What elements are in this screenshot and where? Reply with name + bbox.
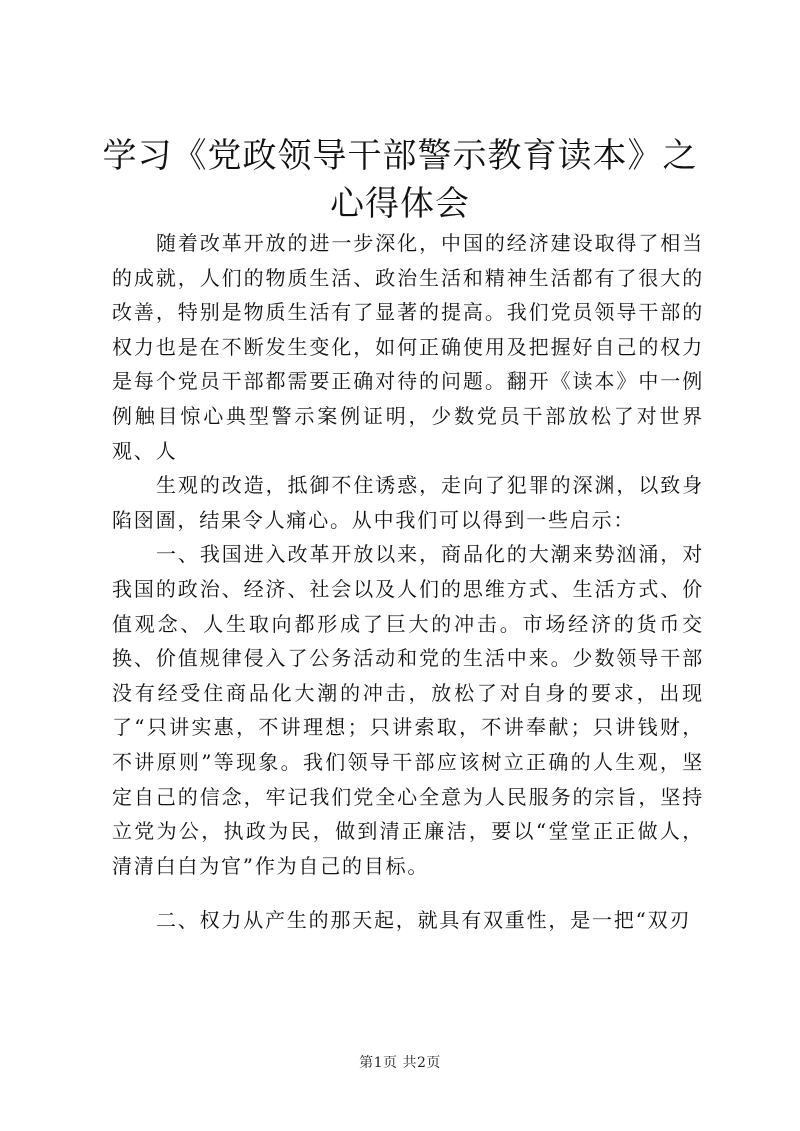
paragraph-4: 二、权力从产生的那天起，就具有双重性，是一把“双刃 xyxy=(156,908,692,933)
paragraph-1: 随着改革开放的进一步深化，中国的经济建设取得了相当的成就，人们的物质生活、政治生活和精神生活都有了很大的改善，特别是物质生活有了显著的提高。我们党员领导干部的权力也是在不断发生变化，如何正确使用及把握好自己的权力是每个党员干部都需要正确对待的问题。翻开《读本》中一例例触目惊心典型警示案例证明，少数党员干部放松了对世界观、人 xyxy=(112,231,704,463)
document-body xyxy=(112,226,704,938)
page-number-footer: 第1页 共2页 xyxy=(359,1055,441,1071)
paragraph-2: 生观的改造，抵御不住诱惑，走向了犯罪的深渊，以致身陷囹圄，结果令人痛心。从中我们可以得到一些启示： xyxy=(112,473,704,532)
paragraph-3: 一、我国进入改革开放以来，商品化的大潮来势汹涌，对我国的政治、经济、社会以及人们的思维方式、生活方式、价值观念、人生取向都形成了巨大的冲击。市场经济的货币交换、价值规律侵入了公务活动和党的生活中来。少数领导干部没有经受住商品化大潮的冲击，放松了对自身的要求，出现了“只讲实惠，不讲理想；只讲索取，不讲奉献；只讲钱财，不讲原则”等现象。我们领导干部应该树立正确的人生观，坚定自己的信念，牢记我们党全心全意为人民服务的宗旨，坚持立党为公，执政为民，做到清正廉洁，要以“堂堂正正做人，清清白白为官”作为自己的目标。 xyxy=(112,542,704,878)
document-title: 学习《党政领导干部警示教育读本》之心得体会 xyxy=(102,136,698,224)
